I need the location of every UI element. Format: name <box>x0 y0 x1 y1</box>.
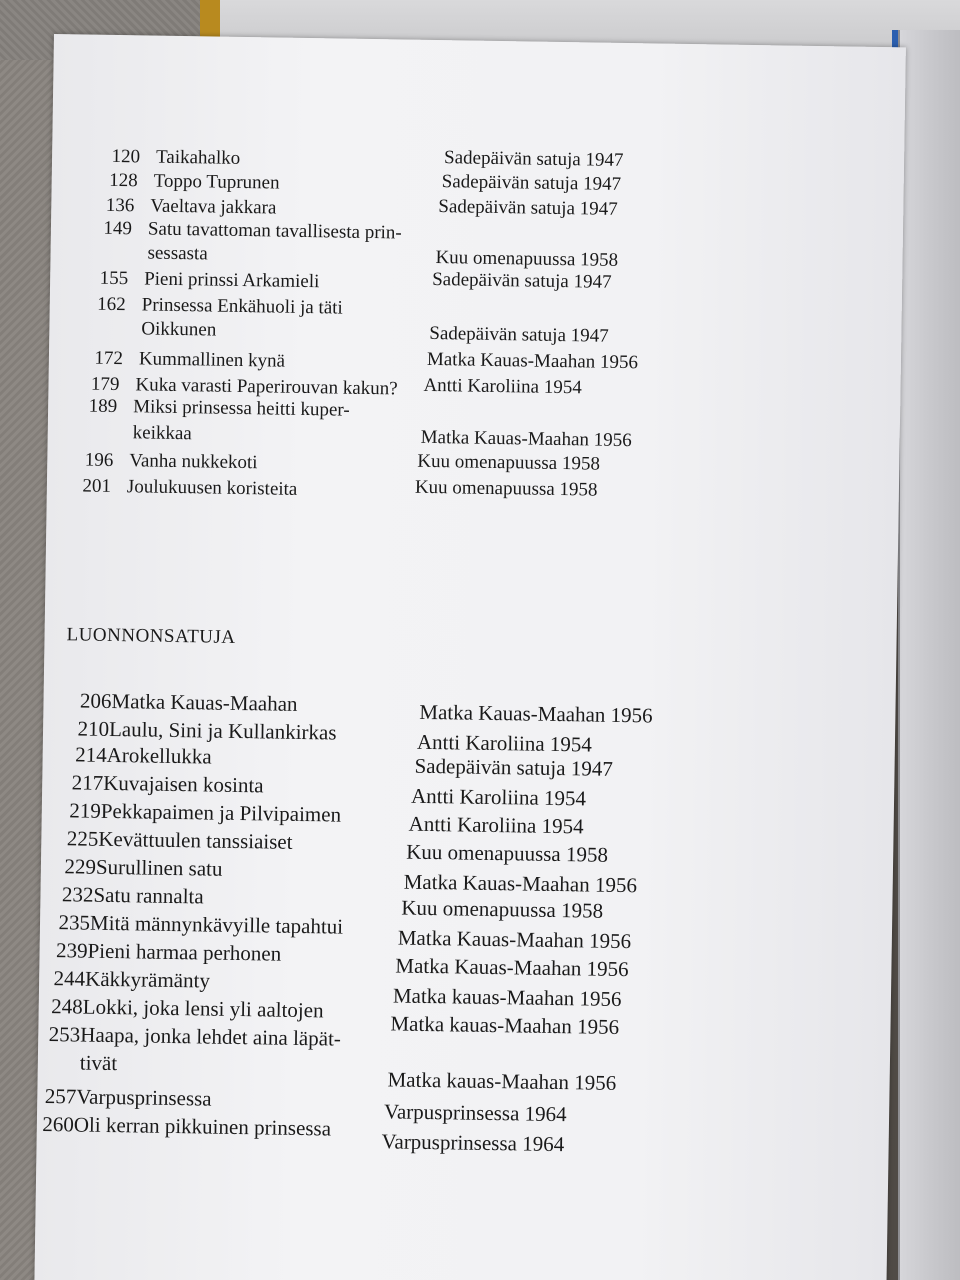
source-book: Kuu omenapuussa 1958 <box>435 247 619 271</box>
page-number: 239 <box>55 938 88 963</box>
story-title: Pekkapaimen ja Pilvipaimen <box>100 798 342 827</box>
source-book: Antti Karoliina 1954 <box>416 729 593 757</box>
page-number: 206 <box>79 688 112 713</box>
source-book: Matka Kauas-Maahan 1956 <box>426 348 639 374</box>
story-title-continuation: Oikkunen <box>141 318 217 341</box>
source-book: Sadepäivän satuja 1947 <box>429 322 609 347</box>
source-book: Matka Kauas-Maahan 1956 <box>397 925 632 954</box>
source-book: Varpusprinsessa 1964 <box>381 1129 565 1157</box>
source-book: Sadepäivän satuja 1947 <box>438 196 618 220</box>
story-title: Toppo Tuprunen <box>153 170 280 194</box>
source-book: Sadepäivän satuja 1947 <box>443 147 624 171</box>
story-title: Laulu, Sini ja Kullankirkas <box>108 716 337 745</box>
page-number: 225 <box>66 826 99 851</box>
source-book: Antti Karoliina 1954 <box>410 783 587 811</box>
page-number: 210 <box>77 716 110 741</box>
story-title-continuation: sessasta <box>147 242 208 265</box>
story-title-continuation: tivät <box>79 1050 118 1076</box>
story-title: Lokki, joka lensi yli aaltojen <box>82 994 324 1023</box>
story-title: Kuvajaisen kosinta <box>103 770 264 798</box>
source-book: Matka Kauas-Maahan 1956 <box>419 699 653 728</box>
page-number: 128 <box>109 169 138 192</box>
page-number: 248 <box>51 994 83 1019</box>
page-number: 149 <box>103 217 133 240</box>
story-title: Vaeltava jakkara <box>150 195 277 219</box>
page-number: 120 <box>111 145 141 168</box>
story-title: Haapa, jonka lehdet aina läpät- <box>80 1022 342 1051</box>
page-number: 219 <box>69 798 101 823</box>
source-book: Matka kauas-Maahan 1956 <box>390 1011 620 1039</box>
source-book: Antti Karoliina 1954 <box>423 374 582 399</box>
page-number: 229 <box>64 854 97 879</box>
story-title: Taikahalko <box>155 146 241 169</box>
story-title: Arokellukka <box>106 742 212 769</box>
story-title-continuation: keikkaa <box>132 422 192 445</box>
page-number: 155 <box>99 267 129 290</box>
source-book: Sadepäivän satuja 1947 <box>432 268 612 293</box>
page-number: 244 <box>53 966 86 991</box>
source-book: Kuu omenapuussa 1958 <box>414 476 598 501</box>
page-number: 217 <box>71 770 104 795</box>
page-number: 201 <box>82 475 112 497</box>
book-page <box>34 34 906 1280</box>
source-book: Kuu omenapuussa 1958 <box>406 839 609 867</box>
source-book: Matka Kauas-Maahan 1956 <box>420 426 632 452</box>
story-title: Miksi prinsessa heitti kuper- <box>132 396 350 421</box>
story-title: Satu rannalta <box>93 882 204 909</box>
source-book: Kuu omenapuussa 1958 <box>401 895 604 923</box>
page-number: 235 <box>58 910 91 935</box>
story-title: Oli kerran pikkuinen prinsessa <box>73 1112 332 1141</box>
page-number: 260 <box>42 1111 75 1137</box>
source-book: Sadepäivän satuja 1947 <box>414 753 613 781</box>
page-number: 232 <box>61 882 94 907</box>
source-book: Kuu omenapuussa 1958 <box>417 450 601 475</box>
page-number: 162 <box>97 293 126 316</box>
page-number: 189 <box>88 395 118 418</box>
story-title: Satu tavattoman tavallisesta prin- <box>147 218 402 244</box>
source-book: Matka kauas-Maahan 1956 <box>387 1067 617 1095</box>
story-title: Pieni harmaa perhonen <box>87 938 282 966</box>
page-number: 196 <box>84 449 114 471</box>
story-title: Kuka varasti Paperirouvan kakun? <box>135 374 398 400</box>
story-title: Joulukuusen koristeita <box>126 476 298 500</box>
source-book: Matka Kauas-Maahan 1956 <box>403 869 638 898</box>
source-book: Matka Kauas-Maahan 1956 <box>395 953 629 982</box>
page-number: 253 <box>48 1022 81 1047</box>
story-title: Prinsessa Enkähuoli ja täti <box>141 294 343 319</box>
page-number: 136 <box>105 194 135 217</box>
story-title: Matka Kauas-Maahan <box>111 688 298 716</box>
story-title: Kevättuulen tanssiaiset <box>98 826 293 854</box>
story-title: Pieni prinssi Arkamieli <box>143 268 320 293</box>
story-title: Surullinen satu <box>95 854 223 881</box>
source-book: Sadepäivän satuja 1947 <box>441 171 622 195</box>
section-heading: LUONNONSATUJA <box>66 624 236 648</box>
page-number: 172 <box>94 347 124 370</box>
page-number: 257 <box>44 1083 77 1109</box>
page-number: 214 <box>74 742 107 767</box>
source-book: Matka kauas-Maahan 1956 <box>392 983 622 1012</box>
story-title: Käkkyrämänty <box>84 966 211 993</box>
story-title: Varpusprinsessa <box>76 1084 212 1111</box>
source-book: Antti Karoliina 1954 <box>408 811 584 839</box>
source-book: Varpusprinsessa 1964 <box>383 1099 567 1127</box>
story-title: Vanha nukkekoti <box>129 450 258 474</box>
page-number: 179 <box>90 373 120 396</box>
next-page-edge <box>898 30 960 1280</box>
story-title: Kummallinen kynä <box>138 348 286 372</box>
story-title: Mitä männynkävyille tapahtui <box>89 910 344 939</box>
